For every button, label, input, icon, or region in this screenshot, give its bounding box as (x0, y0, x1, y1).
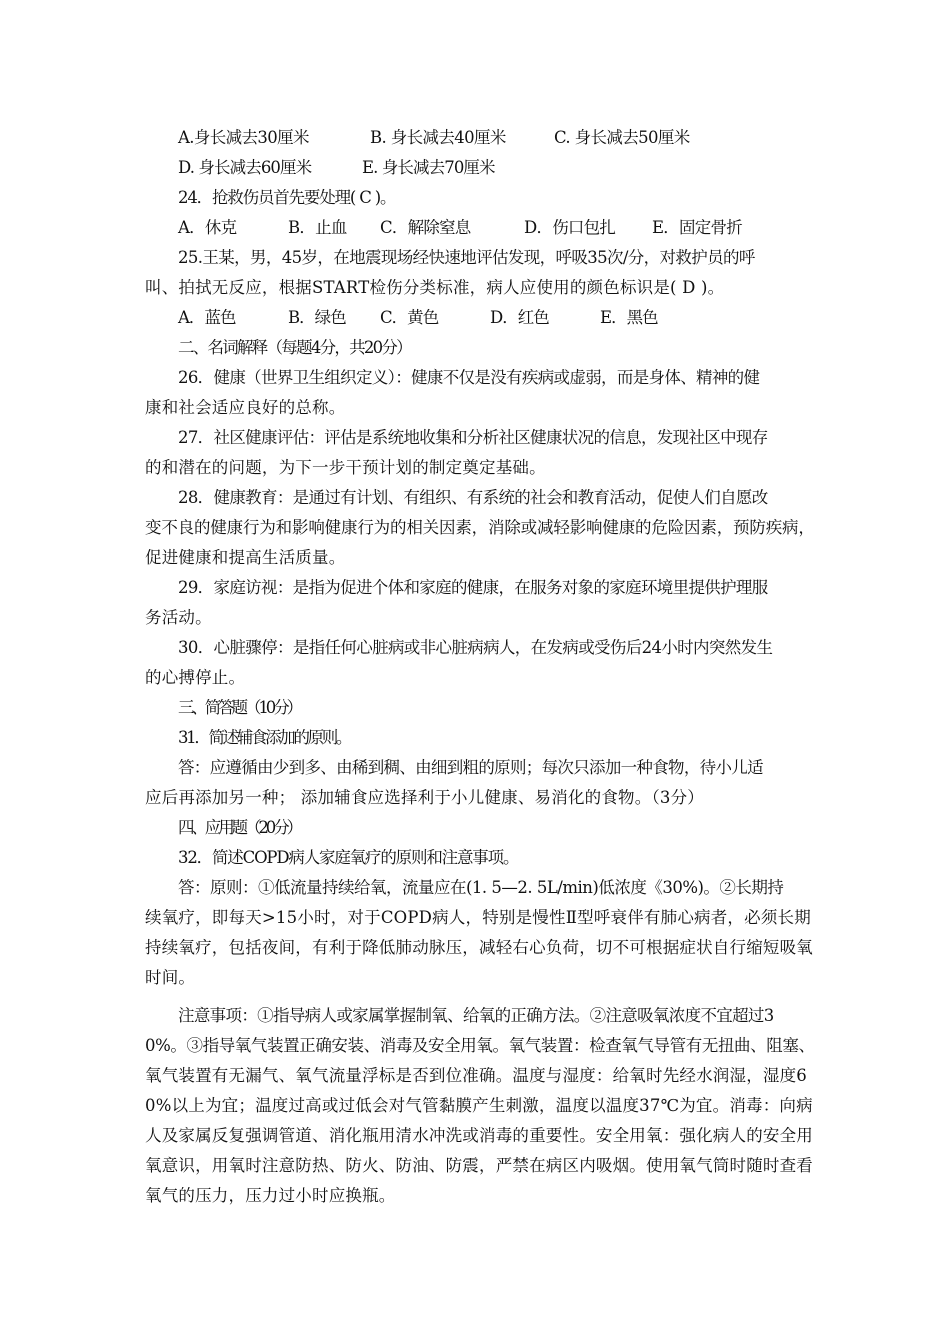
q31-question: 31．简述辅食添加的原则。 (178, 728, 351, 747)
q31-answer-line1: 答：应遵循由少到多、由稀到稠、由细到粗的原则；每次只添加一种食物，待小儿适 (178, 758, 763, 777)
q25-stem-line2: 叫、拍拭无反应，根据START检伤分类标准，病人应使用的颜色标识是( D )。 (145, 278, 725, 297)
q24-option-b: B．止血 (288, 218, 347, 237)
q25-option-c: C．黄色 (380, 308, 439, 327)
q25-stem-line1: 25.王某，男，45岁，在地震现场经快速地评估发现，呼吸35次/分，对救护员的呼 (178, 248, 755, 267)
q24-option-c: C．解除窒息 (380, 218, 471, 237)
q23-option-b: B. 身长减去40厘米 (370, 128, 506, 147)
q32-notes-line2: 0%。③指导氧气装置正确安装、消毒及安全用氧。氧气装置：检查氧气导管有无扭曲、阻塞、 (145, 1036, 815, 1055)
q24-options (178, 214, 848, 238)
q23-options-row1 (178, 124, 848, 148)
q32-principle-line2: 续氧疗，即每天>15小时，对于COPD病人，特别是慢性Ⅱ型呼衰伴有肺心病者，必须长期 (145, 908, 811, 927)
q25-option-b: B．绿色 (288, 308, 346, 327)
q24-option-e: E．固定骨折 (652, 218, 742, 237)
q25-options (178, 304, 848, 328)
q28-line1: 28．健康教育：是通过有计划、有组织、有系统的社会和教育活动，促使人们自愿改 (178, 488, 768, 507)
q26-line2: 康和社会适应良好的总称。 (145, 398, 346, 417)
q24-stem: 24．抢救伤员首先要处理( C )。 (178, 188, 396, 207)
q32-principle-line1: 答：原则：①低流量持续给氧，流量应在(1. 5—2. 5L/min)低浓度《30%)。②长期持 (178, 878, 784, 897)
section3-title: 三、简答题（10分） (178, 698, 300, 717)
q27-line1: 27．社区健康评估：评估是系统地收集和分析社区健康状况的信息，发现社区中现存 (178, 428, 768, 447)
q23-option-e: E. 身长减去70厘米 (362, 158, 495, 177)
q23-option-c: C. 身长减去50厘米 (554, 128, 690, 147)
q30-line1: 30．心脏骤停：是指任何心脏病或非心脏病病人，在发病或受伤后24小时内突然发生 (178, 638, 773, 657)
q29-line2: 务活动。 (145, 608, 212, 627)
q32-notes-line4: 0%以上为宜；温度过高或过低会对气管黏膜产生刺激，温度以温度37℃为宜。消毒：向病 (145, 1096, 813, 1115)
q32-notes-line6: 氧意识，用氧时注意防热、防火、防油、防震，严禁在病区内吸烟。使用氧气筒时随时查看 (145, 1156, 813, 1175)
section2-title: 二、名词解释（每题4分，共20分） (178, 338, 411, 357)
section4-title: 四、应用题（20分） (178, 818, 300, 837)
q25-option-d: D．红色 (490, 308, 549, 327)
q28-line3: 促进健康和提高生活质量。 (145, 548, 346, 567)
q26-line1: 26．健康（世界卫生组织定义）：健康不仅是没有疾病或虚弱，而是身体、精神的健 (178, 368, 760, 387)
q23-option-d: D. 身长减去60厘米 (178, 158, 312, 177)
q32-notes-line3: 氧气装置有无漏气、氧气流量浮标是否到位准确。温度与湿度：给氧时先经水润湿，湿度6 (145, 1066, 807, 1085)
q32-notes-line1: 注意事项：①指导病人或家属掌握制氧、给氧的正确方法。②注意吸氧浓度不宜超过3 (178, 1006, 774, 1025)
q30-line2: 的心搏停止。 (145, 668, 246, 687)
q32-notes-line7: 氧气的压力，压力过小时应换瓶。 (145, 1186, 396, 1205)
q24-option-d: D．伤口包扎 (524, 218, 616, 237)
q31-answer-line2: 应后再添加另一种； 添加辅食应选择利于小儿健康、易消化的食物。（3分） (145, 788, 704, 807)
q25-option-a: A．蓝色 (178, 308, 236, 327)
q29-line1: 29．家庭访视：是指为促进个体和家庭的健康，在服务对象的家庭环境里提供护理服 (178, 578, 768, 597)
q23-option-a: A.身长减去30厘米 (178, 128, 309, 147)
q28-line2: 变不良的健康行为和影响健康行为的相关因素，消除或减轻影响健康的危险因素，预防疾病， (145, 518, 815, 537)
q32-question: 32．简述COPD病人家庭氧疗的原则和注意事项。 (178, 848, 519, 867)
q24-option-a: A．休克 (178, 218, 237, 237)
q27-line2: 的和潜在的问题，为下一步干预计划的制定奠定基础。 (145, 458, 546, 477)
q23-options-row2 (178, 154, 848, 178)
q32-principle-line3: 持续氧疗，包括夜间，有利于降低肺动脉压，减轻右心负荷，切不可根据症状自行缩短吸氧 (145, 938, 813, 957)
q25-option-e: E．黑色 (600, 308, 658, 327)
q32-notes-line5: 人及家属反复强调管道、消化瓶用清水冲洗或消毒的重要性。安全用氧：强化病人的安全用 (145, 1126, 813, 1145)
q32-principle-line4: 时间。 (145, 968, 196, 987)
